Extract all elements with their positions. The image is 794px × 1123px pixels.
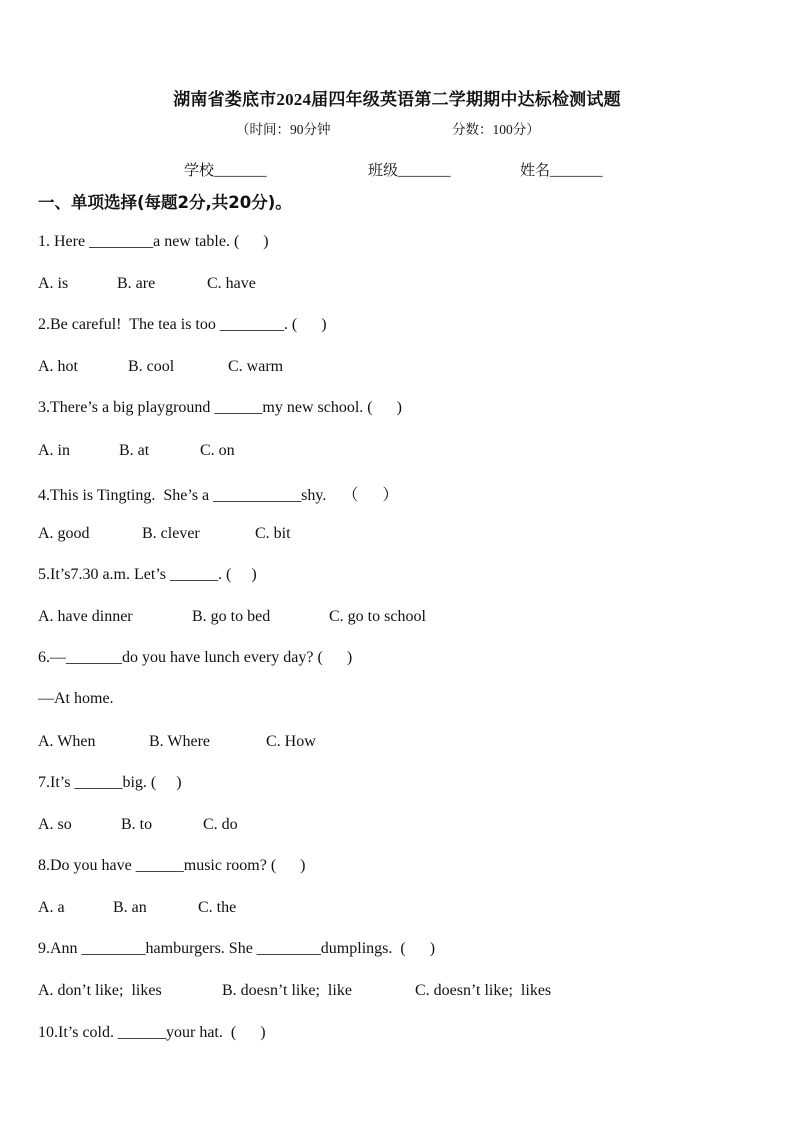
option-a[interactable]: A. a (38, 899, 65, 916)
question-2: 2.Be careful! The tea is too ________. ( ) (38, 316, 327, 333)
score-info: 分数：100分） (452, 122, 540, 137)
option-c[interactable]: C. How (266, 733, 316, 750)
option-a[interactable]: A. in (38, 442, 70, 459)
option-c[interactable]: C. the (198, 899, 237, 916)
option-c[interactable]: C. go to school (329, 608, 426, 625)
question-9: 9.Ann ________hamburgers. She ________dumplings. ( ) (38, 940, 436, 957)
question-3: 3.There’s a big playground ______my new school. ( ) (38, 399, 402, 416)
option-c[interactable]: C. do (203, 816, 238, 833)
option-a[interactable]: A. is (38, 275, 69, 292)
option-a[interactable]: A. have dinner (38, 608, 133, 625)
option-b[interactable]: B. doesn’t like; like (222, 982, 352, 999)
option-a[interactable]: A. don’t like; likes (38, 982, 162, 999)
option-b[interactable]: B. cool (128, 358, 175, 375)
question-6: 6.—_______do you have lunch every day? ( ) (38, 649, 353, 666)
option-b[interactable]: B. are (117, 275, 156, 292)
option-a[interactable]: A. hot (38, 358, 78, 375)
option-b[interactable]: B. go to bed (192, 608, 271, 625)
option-b[interactable]: B. to (121, 816, 153, 833)
option-c[interactable]: C. have (207, 275, 256, 292)
question-5: 5.It’s7.30 a.m. Let’s ______. ( ) (38, 566, 257, 583)
answer-line-6: —At home. (38, 690, 114, 707)
class-field[interactable]: 班级_______ (368, 163, 451, 179)
option-b[interactable]: B. at (119, 442, 150, 459)
page-title: 湖南省娄底市2024届四年级英语第二学期期中达标检测试题 (173, 90, 621, 109)
option-c[interactable]: C. on (200, 442, 235, 459)
question-1: 1. Here ________a new table. ( ) (38, 233, 269, 250)
option-c[interactable]: C. warm (228, 358, 284, 375)
question-7: 7.It’s ______big. ( ) (38, 774, 182, 791)
question-8: 8.Do you have ______music room? ( ) (38, 857, 306, 874)
option-a[interactable]: A. so (38, 816, 72, 833)
time-info: （时间：90分钟 (236, 122, 331, 137)
option-b[interactable]: B. an (113, 899, 147, 916)
option-c[interactable]: C. bit (255, 525, 291, 542)
option-c[interactable]: C. doesn’t like; likes (415, 982, 552, 999)
option-b[interactable]: B. Where (149, 733, 211, 750)
question-10: 10.It’s cold. ______your hat. ( ) (38, 1024, 266, 1041)
school-field[interactable]: 学校_______ (184, 163, 267, 179)
question-4: 4.This is Tingting. She’s a ___________shy. （ ） (38, 487, 399, 504)
option-a[interactable]: A. When (38, 733, 96, 750)
name-field[interactable]: 姓名_______ (520, 163, 603, 179)
option-a[interactable]: A. good (38, 525, 90, 542)
option-b[interactable]: B. clever (142, 525, 200, 542)
section-heading: 一、单项选择(每题2分,共20分)。 (38, 193, 292, 212)
